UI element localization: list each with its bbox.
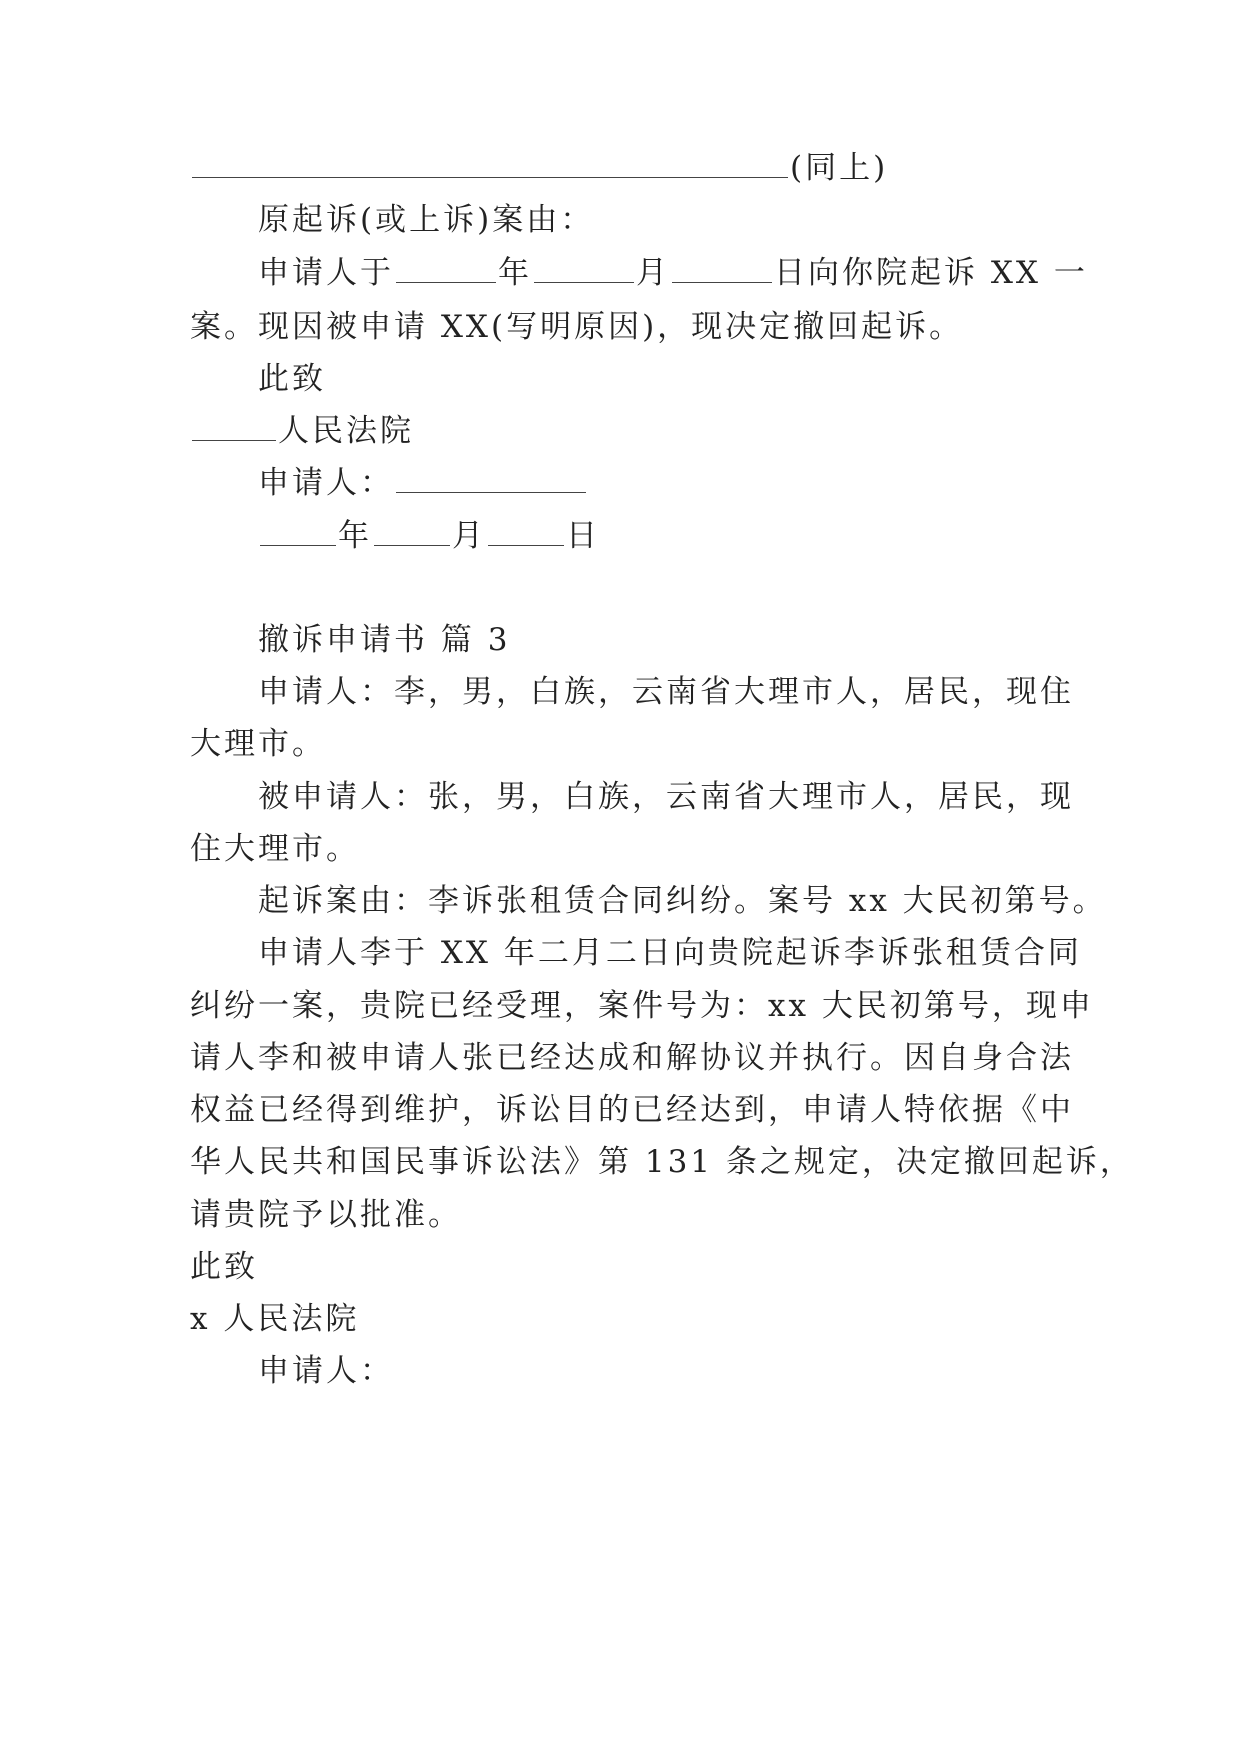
line-body-4: 权益已经得到维护，诉讼目的已经达到，申请人特依据《中 [190,1092,1074,1128]
line-body-6: 请贵院予以批准。 [190,1197,462,1233]
line-applicant-sign [258,461,588,505]
text: 日 [566,518,600,554]
blank-year [396,258,496,283]
line-salutation-2: 此致 [190,1249,258,1285]
line-applicant-sign-2: 申请人： [258,1353,394,1389]
text: 年 [498,255,532,291]
text: 月 [636,255,670,291]
blank-applicant [396,468,586,493]
text: 月 [452,518,486,554]
blank-day [488,521,564,546]
line-body-2: 纠纷一案，贵院已经受理，案件号为：xx 大民初第号，现申 [190,988,1094,1024]
text: 年 [338,518,372,554]
line-case-cause-detail: 起诉案由：李诉张租赁合同纠纷。案号 xx 大民初第号。 [258,883,1107,919]
line-body-5: 华人民共和国民事诉讼法》第 131 条之规定，决定撤回起诉， [190,1144,1134,1180]
blank-day [672,258,772,283]
blank-year [260,521,336,546]
line-withdraw-reason: 案。现因被申请 XX(写明原因)，现决定撤回起诉。 [190,309,964,345]
line-case-cause: 原起诉(或上诉)案由： [258,202,595,238]
line-body-1: 申请人李于 XX 年二月二日向贵院起诉李诉张租赁合同 [258,935,1082,971]
blank-month [534,258,634,283]
text: 日向你院起诉 XX 一 [774,255,1088,291]
line-sign-date [258,514,600,558]
line-applicant-info: 申请人：李，男，白族，云南省大理市人，居民，现住 [258,674,1074,710]
blank-line [192,153,788,178]
line-body-3: 请人李和被申请人张已经达成和解协议并执行。因自身合法 [190,1040,1074,1076]
line-application-date [258,251,1088,295]
blank-month [374,521,450,546]
line-salutation: 此致 [258,361,326,397]
text: 申请人： [258,465,394,501]
line-respondent-info-cont: 住大理市。 [190,831,360,867]
blank-court-name [192,416,276,441]
text: (同上) [790,150,889,186]
section-heading: 撤诉申请书 篇 3 [258,622,511,658]
line-same-as-above [190,146,888,190]
line-court-2: x 人民法院 [190,1301,360,1337]
line-court [190,409,414,453]
text: 人民法院 [278,413,414,449]
text: 申请人于 [258,255,394,291]
line-applicant-info-cont: 大理市。 [190,726,326,762]
line-respondent-info: 被申请人：张，男，白族，云南省大理市人，居民，现 [258,779,1074,815]
